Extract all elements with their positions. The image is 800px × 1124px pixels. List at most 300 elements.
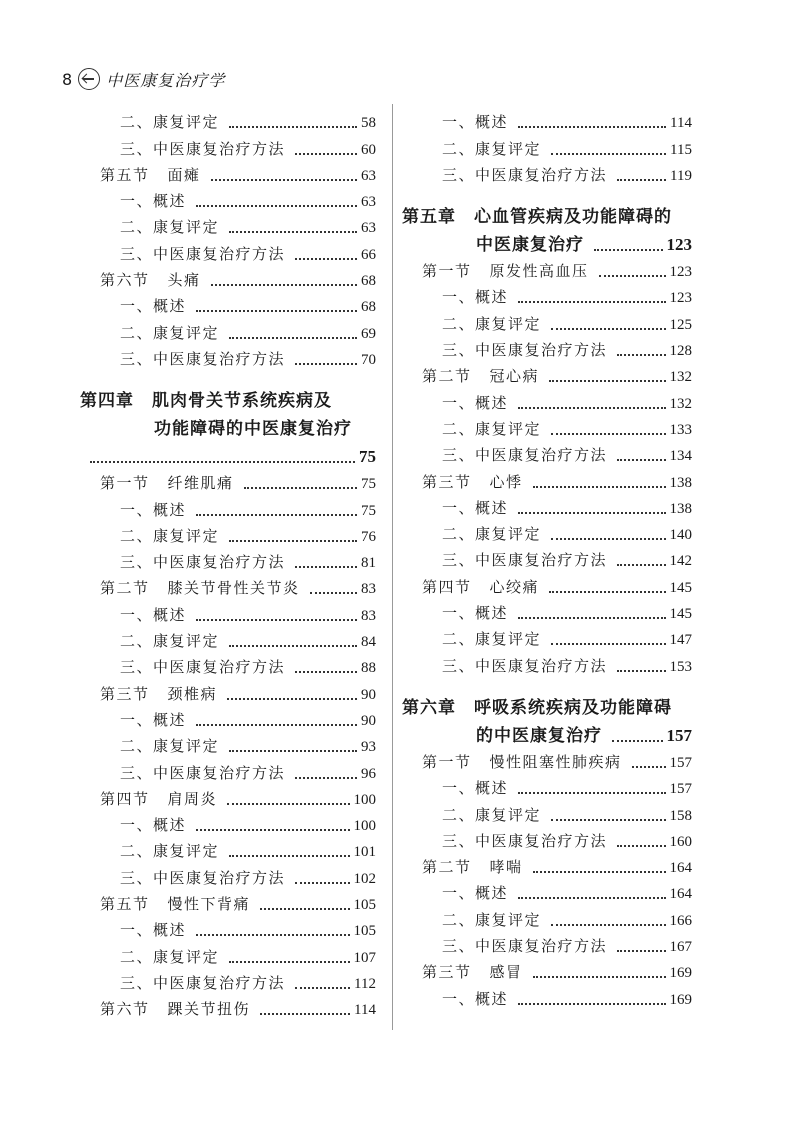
item-title: 康复评定 xyxy=(475,419,542,438)
chapter-title: 肌肉骨关节系统疾病及 xyxy=(152,390,332,411)
dot-leader xyxy=(260,1003,350,1015)
dot-leader xyxy=(229,845,349,857)
item-title: 概述 xyxy=(475,604,509,623)
chapter-number: 第五章 xyxy=(402,206,456,227)
page-number: 68 xyxy=(361,299,376,316)
page-number: 90 xyxy=(361,712,376,729)
page-number: 169 xyxy=(669,965,692,982)
page-number: 145 xyxy=(669,606,692,623)
item-title: 概述 xyxy=(475,779,509,798)
item-title: 中医康复治疗方法 xyxy=(475,446,608,465)
section-entry xyxy=(80,993,376,1019)
item-number: 一、 xyxy=(442,989,476,1008)
subsection-entry xyxy=(402,334,692,360)
subsection-entry xyxy=(80,704,376,730)
dot-leader xyxy=(617,554,665,566)
item-title: 康复评定 xyxy=(153,737,220,756)
section-number: 第一节 xyxy=(100,474,150,493)
section-number: 第二节 xyxy=(100,579,150,598)
page-number: 145 xyxy=(669,579,692,596)
item-number: 二、 xyxy=(442,139,476,158)
subsection-entry xyxy=(80,185,376,211)
item-title: 康复评定 xyxy=(475,805,542,824)
subsection-entry xyxy=(402,132,692,158)
item-number: 一、 xyxy=(120,921,154,940)
item-number: 三、 xyxy=(120,973,154,992)
dot-leader xyxy=(518,782,665,794)
section-entry xyxy=(402,746,692,772)
subsection-entry xyxy=(80,546,376,572)
page-number: 160 xyxy=(669,833,692,850)
chapter-title-line xyxy=(80,383,376,411)
section-title: 头痛 xyxy=(167,271,201,290)
item-title: 概述 xyxy=(475,884,509,903)
item-title: 概述 xyxy=(153,297,187,316)
section-title: 膝关节骨性关节炎 xyxy=(167,579,300,598)
subsection-entry xyxy=(80,914,376,940)
item-title: 中医康复治疗方法 xyxy=(153,244,286,263)
subsection-entry xyxy=(80,598,376,624)
item-number: 一、 xyxy=(120,192,154,211)
page-number: 83 xyxy=(361,607,376,624)
item-number: 三、 xyxy=(120,868,154,887)
page-number: 63 xyxy=(361,220,376,237)
item-title: 康复评定 xyxy=(475,525,542,544)
page-number: 81 xyxy=(361,555,376,572)
page-number: 164 xyxy=(669,860,692,877)
section-entry xyxy=(402,851,692,877)
page-number: 66 xyxy=(361,246,376,263)
dot-leader xyxy=(518,397,665,409)
page-number: 100 xyxy=(353,818,376,835)
dot-leader xyxy=(617,449,665,461)
section-entry xyxy=(80,159,376,185)
dot-leader xyxy=(229,116,357,128)
item-number: 二、 xyxy=(442,910,476,929)
page-number: 96 xyxy=(361,765,376,782)
item-title: 康复评定 xyxy=(153,113,220,132)
subsection-entry xyxy=(80,493,376,519)
dot-leader xyxy=(295,977,350,989)
page-number: 88 xyxy=(361,660,376,677)
item-number: 一、 xyxy=(442,288,476,307)
dot-leader xyxy=(617,344,665,356)
item-number: 一、 xyxy=(120,605,154,624)
item-number: 二、 xyxy=(442,419,476,438)
item-title: 概述 xyxy=(475,113,509,132)
subsection-entry xyxy=(402,492,692,518)
back-arrow-icon xyxy=(78,68,100,90)
item-title: 中医康复治疗方法 xyxy=(153,658,286,677)
dot-leader xyxy=(612,730,663,742)
page-number: 112 xyxy=(354,975,376,992)
dot-leader xyxy=(617,169,666,181)
dot-leader xyxy=(196,714,357,726)
chapter-title-line xyxy=(80,411,376,439)
item-number: 二、 xyxy=(442,630,476,649)
item-title: 中医康复治疗方法 xyxy=(153,763,286,782)
item-number: 三、 xyxy=(120,349,154,368)
item-number: 二、 xyxy=(120,737,154,756)
section-number: 第五节 xyxy=(100,895,150,914)
section-title: 哮喘 xyxy=(489,858,523,877)
dot-leader xyxy=(617,940,665,952)
page-number: 134 xyxy=(669,448,692,465)
item-title: 概述 xyxy=(475,393,509,412)
dot-leader xyxy=(229,951,349,963)
item-number: 三、 xyxy=(442,446,476,465)
subsection-entry xyxy=(80,211,376,237)
dot-leader xyxy=(551,528,665,540)
page-number: 166 xyxy=(669,912,692,929)
item-title: 康复评定 xyxy=(153,842,220,861)
dot-leader xyxy=(549,370,665,382)
chapter-heading xyxy=(402,690,692,746)
dot-leader xyxy=(227,793,349,805)
item-title: 康复评定 xyxy=(475,910,542,929)
dot-leader xyxy=(295,248,357,260)
page-number: 75 xyxy=(361,502,376,519)
dot-leader xyxy=(617,660,665,672)
section-number: 第三节 xyxy=(422,472,472,491)
page-number: 167 xyxy=(669,939,692,956)
subsection-entry xyxy=(402,903,692,929)
item-title: 概述 xyxy=(153,921,187,940)
item-title: 概述 xyxy=(475,989,509,1008)
section-entry xyxy=(402,360,692,386)
page-number: 119 xyxy=(670,167,692,184)
item-title: 中医康复治疗方法 xyxy=(475,831,608,850)
page-number: 58 xyxy=(361,115,376,132)
toc-left-column xyxy=(80,106,376,1019)
item-number: 三、 xyxy=(120,139,154,158)
dot-leader xyxy=(518,887,665,899)
item-number: 二、 xyxy=(120,323,154,342)
item-title: 中医康复治疗方法 xyxy=(153,553,286,572)
item-title: 康复评定 xyxy=(153,947,220,966)
page-number: 93 xyxy=(361,739,376,756)
dot-leader xyxy=(295,556,357,568)
item-title: 概述 xyxy=(153,816,187,835)
dot-leader xyxy=(549,581,665,593)
section-entry xyxy=(80,783,376,809)
section-number: 第二节 xyxy=(422,367,472,386)
item-title: 中医康复治疗方法 xyxy=(475,165,608,184)
item-number: 三、 xyxy=(442,551,476,570)
item-title: 中医康复治疗方法 xyxy=(475,551,608,570)
item-number: 二、 xyxy=(442,805,476,824)
dot-leader xyxy=(196,819,349,831)
subsection-entry xyxy=(80,940,376,966)
item-number: 一、 xyxy=(120,710,154,729)
page-number: 132 xyxy=(669,369,692,386)
page-number: 114 xyxy=(670,115,692,132)
subsection-entry xyxy=(80,835,376,861)
subsection-entry xyxy=(402,772,692,798)
dot-leader xyxy=(295,872,349,884)
page-number: 157 xyxy=(669,754,692,771)
dot-leader xyxy=(227,688,357,700)
page-number: 138 xyxy=(669,500,692,517)
page-number: 105 xyxy=(353,897,376,914)
section-title: 心绞痛 xyxy=(489,577,540,596)
subsection-entry xyxy=(80,809,376,835)
section-entry xyxy=(402,255,692,281)
subsection-entry xyxy=(402,106,692,132)
book-title: 中医康复治疗学 xyxy=(106,70,226,90)
page-number: 105 xyxy=(353,923,376,940)
chapter-heading xyxy=(402,199,692,255)
page-number: 70 xyxy=(361,351,376,368)
item-number: 三、 xyxy=(442,831,476,850)
section-title: 慢性阻塞性肺疾病 xyxy=(489,752,622,771)
item-number: 二、 xyxy=(120,526,154,545)
section-title: 面瘫 xyxy=(167,165,201,184)
item-title: 中医康复治疗方法 xyxy=(475,341,608,360)
item-number: 二、 xyxy=(120,842,154,861)
section-number: 第五节 xyxy=(100,165,150,184)
dot-leader xyxy=(90,451,355,463)
dot-leader xyxy=(551,143,666,155)
section-number: 第六节 xyxy=(100,271,150,290)
subsection-entry xyxy=(402,413,692,439)
subsection-entry xyxy=(402,597,692,623)
dot-leader xyxy=(551,423,665,435)
subsection-entry xyxy=(80,967,376,993)
page-number: 125 xyxy=(669,316,692,333)
item-number: 三、 xyxy=(442,656,476,675)
chapter-page-number: 123 xyxy=(666,234,692,254)
section-number: 第六节 xyxy=(100,1000,150,1019)
section-number: 第一节 xyxy=(422,262,472,281)
item-number: 三、 xyxy=(442,165,476,184)
item-number: 二、 xyxy=(120,218,154,237)
item-number: 二、 xyxy=(442,314,476,333)
subsection-entry xyxy=(402,825,692,851)
dot-leader xyxy=(632,756,666,768)
page-number: 123 xyxy=(669,290,692,307)
section-entry xyxy=(80,572,376,598)
item-number: 三、 xyxy=(120,244,154,263)
item-title: 概述 xyxy=(153,710,187,729)
chapter-title: 的中医康复治疗 xyxy=(476,725,602,746)
dot-leader xyxy=(295,143,357,155)
chapter-page-line xyxy=(80,439,376,467)
item-number: 三、 xyxy=(120,658,154,677)
item-title: 中医康复治疗方法 xyxy=(153,868,286,887)
page-number: 123 xyxy=(669,264,692,281)
section-number: 第三节 xyxy=(422,963,472,982)
page-number: 157 xyxy=(669,781,692,798)
chapter-title-line xyxy=(402,690,692,718)
toc-right-column xyxy=(402,106,692,1009)
subsection-entry xyxy=(402,159,692,185)
page-number: 142 xyxy=(669,553,692,570)
page-number: 75 xyxy=(361,476,376,493)
item-title: 康复评定 xyxy=(153,218,220,237)
section-title: 慢性下背痛 xyxy=(167,895,251,914)
dot-leader xyxy=(211,274,357,286)
subsection-entry xyxy=(402,518,692,544)
dot-leader xyxy=(295,767,357,779)
item-number: 三、 xyxy=(120,553,154,572)
dot-leader xyxy=(518,993,665,1005)
item-title: 康复评定 xyxy=(475,139,542,158)
dot-leader xyxy=(229,635,357,647)
page-number: 83 xyxy=(361,581,376,598)
dot-leader xyxy=(533,476,666,488)
item-number: 二、 xyxy=(442,525,476,544)
subsection-entry xyxy=(402,386,692,412)
dot-leader xyxy=(518,607,665,619)
section-title: 肩周炎 xyxy=(167,789,218,808)
item-title: 康复评定 xyxy=(153,526,220,545)
item-title: 康复评定 xyxy=(475,314,542,333)
subsection-entry xyxy=(80,343,376,369)
page-number: 60 xyxy=(361,141,376,158)
chapter-page-number: 75 xyxy=(359,446,376,466)
subsection-entry xyxy=(402,930,692,956)
dot-leader xyxy=(211,169,357,181)
item-title: 中医康复治疗方法 xyxy=(475,656,608,675)
section-entry xyxy=(80,467,376,493)
section-number: 第四节 xyxy=(422,577,472,596)
item-number: 一、 xyxy=(120,297,154,316)
dot-leader xyxy=(229,740,357,752)
item-title: 概述 xyxy=(153,500,187,519)
item-number: 二、 xyxy=(120,113,154,132)
page-header xyxy=(62,66,225,92)
item-number: 一、 xyxy=(120,816,154,835)
chapter-number: 第六章 xyxy=(402,697,456,718)
item-number: 一、 xyxy=(442,604,476,623)
section-title: 感冒 xyxy=(489,963,523,982)
dot-leader xyxy=(229,327,357,339)
item-title: 中医康复治疗方法 xyxy=(475,937,608,956)
page-number: 132 xyxy=(669,395,692,412)
chapter-number: 第四章 xyxy=(80,390,134,411)
section-title: 踝关节扭伤 xyxy=(167,1000,251,1019)
section-title: 纤维肌痛 xyxy=(167,474,234,493)
dot-leader xyxy=(518,291,665,303)
dot-leader xyxy=(295,661,357,673)
page-number: 107 xyxy=(353,949,376,966)
dot-leader xyxy=(518,502,665,514)
chapter-title: 功能障碍的中医康复治疗 xyxy=(154,418,352,439)
chapter-title: 呼吸系统疾病及功能障碍 xyxy=(474,697,672,718)
page-number: 100 xyxy=(353,791,376,808)
item-title: 中医康复治疗方法 xyxy=(153,349,286,368)
page-number: 133 xyxy=(669,421,692,438)
dot-leader xyxy=(551,914,665,926)
page-number: 68 xyxy=(361,273,376,290)
section-entry xyxy=(402,956,692,982)
subsection-entry xyxy=(80,132,376,158)
chapter-title-line xyxy=(402,199,692,227)
section-entry xyxy=(402,570,692,596)
item-title: 康复评定 xyxy=(153,323,220,342)
item-number: 三、 xyxy=(120,763,154,782)
subsection-entry xyxy=(402,649,692,675)
subsection-entry xyxy=(80,106,376,132)
section-title: 原发性高血压 xyxy=(489,262,589,281)
chapter-title: 中医康复治疗 xyxy=(476,234,584,255)
page-number: 153 xyxy=(669,658,692,675)
dot-leader xyxy=(260,898,349,910)
page-number: 147 xyxy=(669,632,692,649)
section-entry xyxy=(80,677,376,703)
item-title: 概述 xyxy=(475,498,509,517)
section-number: 第四节 xyxy=(100,789,150,808)
page-number: 164 xyxy=(669,886,692,903)
page-number: 169 xyxy=(669,991,692,1008)
page-number: 114 xyxy=(354,1002,376,1019)
page-number: 158 xyxy=(669,807,692,824)
item-number: 三、 xyxy=(442,937,476,956)
dot-leader xyxy=(229,221,357,233)
section-entry xyxy=(402,465,692,491)
item-title: 概述 xyxy=(153,192,187,211)
subsection-entry xyxy=(80,730,376,756)
item-title: 康复评定 xyxy=(475,630,542,649)
chapter-title-line xyxy=(402,227,692,255)
subsection-entry xyxy=(80,625,376,651)
subsection-entry xyxy=(402,798,692,824)
dot-leader xyxy=(310,582,357,594)
subsection-entry xyxy=(80,651,376,677)
item-number: 一、 xyxy=(120,500,154,519)
subsection-entry xyxy=(402,877,692,903)
subsection-entry xyxy=(80,861,376,887)
item-title: 概述 xyxy=(475,288,509,307)
page-number: 8 xyxy=(62,69,73,89)
item-number: 一、 xyxy=(442,779,476,798)
item-title: 中医康复治疗方法 xyxy=(153,139,286,158)
page-number: 101 xyxy=(353,844,376,861)
chapter-title-line xyxy=(402,718,692,746)
dot-leader xyxy=(196,609,357,621)
section-number: 第三节 xyxy=(100,684,150,703)
subsection-entry xyxy=(80,290,376,316)
section-number: 第一节 xyxy=(422,752,472,771)
section-entry xyxy=(80,264,376,290)
subsection-entry xyxy=(402,623,692,649)
item-number: 一、 xyxy=(442,113,476,132)
subsection-entry xyxy=(80,316,376,342)
subsection-entry xyxy=(80,237,376,263)
dot-leader xyxy=(551,633,665,645)
page-number: 128 xyxy=(669,343,692,360)
page-number: 63 xyxy=(361,167,376,184)
item-title: 中医康复治疗方法 xyxy=(153,973,286,992)
dot-leader xyxy=(617,835,665,847)
subsection-entry xyxy=(402,982,692,1008)
chapter-page-number: 157 xyxy=(666,725,692,745)
item-number: 一、 xyxy=(442,884,476,903)
section-entry xyxy=(80,888,376,914)
page-number: 90 xyxy=(361,686,376,703)
item-number: 三、 xyxy=(442,341,476,360)
item-number: 二、 xyxy=(120,632,154,651)
column-divider xyxy=(392,104,393,1030)
section-title: 冠心病 xyxy=(489,367,540,386)
dot-leader xyxy=(551,318,665,330)
page-number: 140 xyxy=(669,527,692,544)
page-number: 63 xyxy=(361,194,376,211)
page-number: 69 xyxy=(361,325,376,342)
section-title: 心悸 xyxy=(489,472,523,491)
subsection-entry xyxy=(80,520,376,546)
